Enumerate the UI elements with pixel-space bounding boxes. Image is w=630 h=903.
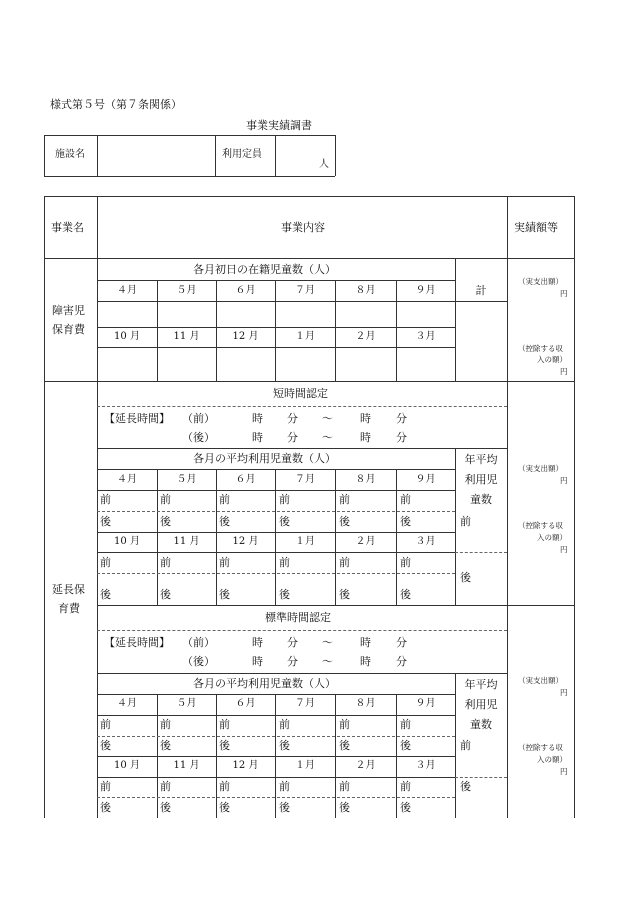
s2a-mae: 前 bbox=[160, 493, 171, 506]
std-before-label: （前） bbox=[182, 636, 215, 649]
s1-month-9: ９月 bbox=[415, 285, 436, 296]
s1-month-3: ３月 bbox=[415, 331, 436, 342]
short-before-hour2: 時 bbox=[360, 412, 371, 425]
s2a-month-5: ５月 bbox=[176, 474, 197, 485]
s2b-annual-line3: 童数 bbox=[470, 718, 492, 731]
s2b-annual-line2: 利用児 bbox=[464, 698, 498, 711]
s2b-month-3: ３月 bbox=[415, 760, 436, 771]
s2b-ato: 後 bbox=[279, 739, 290, 752]
short-ext-label: 【延長時間】 bbox=[104, 412, 170, 425]
s1-month-7: ７月 bbox=[295, 285, 315, 296]
s2b-mae: 前 bbox=[100, 718, 111, 731]
s2b-month-8: ８月 bbox=[355, 698, 376, 709]
s1-deduct-line2: 入の額） bbox=[537, 355, 567, 364]
std-before-tilde: ～ bbox=[322, 636, 333, 649]
s2b-amount-spent-label: （実支出額） bbox=[518, 676, 563, 685]
short-after-min2: 分 bbox=[396, 431, 407, 444]
std-after-tilde: ～ bbox=[322, 655, 333, 668]
section1-enrolled-header: 各月初日の在籍児童数（人） bbox=[193, 263, 336, 276]
capacity-unit: 人 bbox=[319, 159, 329, 170]
s2b-ato: 後 bbox=[279, 801, 290, 814]
short-before-min1: 分 bbox=[287, 412, 298, 425]
s2a-ato: 後 bbox=[400, 515, 411, 528]
s2b-month-11: 11 月 bbox=[173, 760, 200, 771]
s2a-amount-spent-label: （実支出額） bbox=[518, 464, 563, 473]
s2b-month-6: ６月 bbox=[235, 698, 256, 709]
s2b-amount-spent-yen: 円 bbox=[560, 688, 568, 697]
s2a-amount-spent-yen: 円 bbox=[560, 476, 568, 485]
s2b-ato: 後 bbox=[160, 801, 171, 814]
s2a-mae: 前 bbox=[100, 493, 111, 506]
s2b-mae: 前 bbox=[279, 718, 290, 731]
s2a-month-1: １月 bbox=[295, 536, 315, 547]
std-after-hour1: 時 bbox=[252, 655, 263, 668]
s2a-ato: 後 bbox=[279, 515, 290, 528]
s2a-mae: 前 bbox=[400, 556, 411, 569]
s1-deduct-yen: 円 bbox=[560, 367, 568, 376]
s1-deduct-line1: （控除する収 bbox=[518, 344, 563, 353]
short-after-hour2: 時 bbox=[360, 431, 371, 444]
s2a-month-9: ９月 bbox=[415, 474, 436, 485]
short-after-label: （後） bbox=[182, 431, 215, 444]
s1-month-2: ２月 bbox=[355, 331, 376, 342]
s2a-annual-line1: 年平均 bbox=[464, 453, 498, 466]
short-time-title: 短時間認定 bbox=[273, 387, 328, 400]
section2-name-line1: 延長保 bbox=[52, 583, 85, 596]
s2a-deduct-yen: 円 bbox=[560, 545, 568, 554]
std-after-min2: 分 bbox=[396, 655, 407, 668]
s1-month-1: １月 bbox=[295, 331, 315, 342]
s2b-month-7: ７月 bbox=[295, 698, 315, 709]
s1-month-6: ６月 bbox=[235, 285, 256, 296]
s2b-month-1: １月 bbox=[295, 760, 315, 771]
s2a-month-10: 10 月 bbox=[114, 536, 140, 547]
section1-name-line2: 保育費 bbox=[52, 323, 85, 336]
s2a-month-6: ６月 bbox=[235, 474, 256, 485]
s2b-mae: 前 bbox=[100, 780, 111, 793]
s2a-ato: 後 bbox=[160, 515, 171, 528]
std-before-min2: 分 bbox=[396, 636, 407, 649]
s2b-ato: 後 bbox=[400, 739, 411, 752]
short-avg-header: 各月の平均利用児童数（人） bbox=[193, 452, 336, 465]
section1-name-line1: 障害児 bbox=[52, 304, 85, 317]
standard-time-title: 標準時間認定 bbox=[265, 611, 331, 624]
s2b-annual-mae: 前 bbox=[460, 739, 471, 752]
s2b-ato: 後 bbox=[160, 739, 171, 752]
s2b-month-9: ９月 bbox=[415, 698, 436, 709]
s2a-mae: 前 bbox=[160, 556, 171, 569]
s2a-ato: 後 bbox=[100, 515, 111, 528]
capacity-label: 利用定員 bbox=[222, 149, 262, 160]
s2a-annual-line2: 利用児 bbox=[464, 473, 498, 486]
s2b-month-5: ５月 bbox=[176, 698, 197, 709]
s2a-ato: 後 bbox=[219, 515, 230, 528]
s2b-mae: 前 bbox=[339, 718, 350, 731]
s1-month-10: 10 月 bbox=[114, 331, 140, 342]
s2a-ato: 後 bbox=[160, 588, 171, 601]
s2b-month-12: 12 月 bbox=[232, 760, 259, 771]
s2a-mae: 前 bbox=[219, 493, 230, 506]
s2b-annual-line1: 年平均 bbox=[464, 678, 498, 691]
s2b-annual-ato: 後 bbox=[460, 780, 471, 793]
std-after-label: （後） bbox=[182, 655, 215, 668]
s2b-ato: 後 bbox=[219, 739, 230, 752]
s2b-ato: 後 bbox=[100, 739, 111, 752]
section2-name-line2: 育費 bbox=[58, 602, 80, 615]
std-avg-header: 各月の平均利用児童数（人） bbox=[193, 677, 336, 690]
s2a-deduct-line1: （控除する収 bbox=[518, 521, 563, 530]
s1-amount-spent-yen: 円 bbox=[560, 289, 568, 298]
s2b-ato: 後 bbox=[400, 801, 411, 814]
s2b-ato: 後 bbox=[339, 801, 350, 814]
s2a-annual-ato: 後 bbox=[460, 571, 471, 584]
s1-total: 計 bbox=[475, 284, 487, 297]
short-before-label: （前） bbox=[182, 412, 215, 425]
facility-label: 施設名 bbox=[55, 149, 85, 160]
s2a-month-2: ２月 bbox=[355, 536, 376, 547]
s2b-ato: 後 bbox=[100, 801, 111, 814]
s1-month-8: ８月 bbox=[355, 285, 376, 296]
s2b-deduct-line2: 入の額） bbox=[537, 755, 567, 764]
s1-month-5: ５月 bbox=[176, 285, 197, 296]
s1-month-11: 11 月 bbox=[173, 331, 200, 342]
s1-amount-spent-label: （実支出額） bbox=[518, 277, 563, 286]
col-amount-header: 実績額等 bbox=[514, 221, 558, 234]
s2a-mae: 前 bbox=[100, 556, 111, 569]
s2a-annual-mae: 前 bbox=[460, 515, 471, 528]
col-project-header: 事業名 bbox=[51, 221, 84, 234]
s2a-ato: 後 bbox=[400, 588, 411, 601]
s2b-deduct-yen: 円 bbox=[560, 767, 568, 776]
s1-month-4: ４月 bbox=[117, 285, 137, 296]
s2a-annual-line3: 童数 bbox=[470, 493, 492, 506]
short-after-tilde: ～ bbox=[322, 431, 333, 444]
s2a-deduct-line2: 入の額） bbox=[537, 533, 567, 542]
s2a-ato: 後 bbox=[219, 588, 230, 601]
s2a-mae: 前 bbox=[219, 556, 230, 569]
s2b-mae: 前 bbox=[400, 718, 411, 731]
s2a-mae: 前 bbox=[400, 493, 411, 506]
s2a-mae: 前 bbox=[279, 493, 290, 506]
s2a-ato: 後 bbox=[279, 588, 290, 601]
col-content-header: 事業内容 bbox=[281, 221, 325, 234]
short-after-hour1: 時 bbox=[252, 431, 263, 444]
short-before-tilde: ～ bbox=[322, 412, 333, 425]
s2b-deduct-line1: （控除する収 bbox=[518, 743, 563, 752]
s2a-month-7: ７月 bbox=[295, 474, 315, 485]
s1-month-12: 12 月 bbox=[232, 331, 259, 342]
s2b-mae: 前 bbox=[400, 780, 411, 793]
s2a-ato: 後 bbox=[339, 588, 350, 601]
std-after-hour2: 時 bbox=[360, 655, 371, 668]
s2a-mae: 前 bbox=[339, 556, 350, 569]
form-number: 様式第５号（第７条関係） bbox=[50, 98, 182, 111]
short-before-min2: 分 bbox=[396, 412, 407, 425]
std-ext-label: 【延長時間】 bbox=[104, 636, 170, 649]
document-title: 事業実績調書 bbox=[246, 119, 312, 132]
s2a-month-4: ４月 bbox=[117, 474, 137, 485]
s2b-mae: 前 bbox=[219, 718, 230, 731]
std-before-hour1: 時 bbox=[252, 636, 263, 649]
s2b-mae: 前 bbox=[279, 780, 290, 793]
s2b-mae: 前 bbox=[160, 718, 171, 731]
s2a-mae: 前 bbox=[279, 556, 290, 569]
s2a-ato: 後 bbox=[100, 588, 111, 601]
s2a-ato: 後 bbox=[339, 515, 350, 528]
s2b-mae: 前 bbox=[160, 780, 171, 793]
s2b-ato: 後 bbox=[219, 801, 230, 814]
s2b-month-10: 10 月 bbox=[114, 760, 140, 771]
short-after-min1: 分 bbox=[287, 431, 298, 444]
s2b-mae: 前 bbox=[339, 780, 350, 793]
s2a-month-12: 12 月 bbox=[232, 536, 259, 547]
s2b-month-2: ２月 bbox=[355, 760, 376, 771]
s2a-month-8: ８月 bbox=[355, 474, 376, 485]
s2a-month-11: 11 月 bbox=[173, 536, 200, 547]
s2b-ato: 後 bbox=[339, 739, 350, 752]
std-before-hour2: 時 bbox=[360, 636, 371, 649]
s2b-month-4: ４月 bbox=[117, 698, 137, 709]
s2a-month-3: ３月 bbox=[415, 536, 436, 547]
short-before-hour1: 時 bbox=[252, 412, 263, 425]
std-after-min1: 分 bbox=[287, 655, 298, 668]
s2a-mae: 前 bbox=[339, 493, 350, 506]
std-before-min1: 分 bbox=[287, 636, 298, 649]
s2b-mae: 前 bbox=[219, 780, 230, 793]
